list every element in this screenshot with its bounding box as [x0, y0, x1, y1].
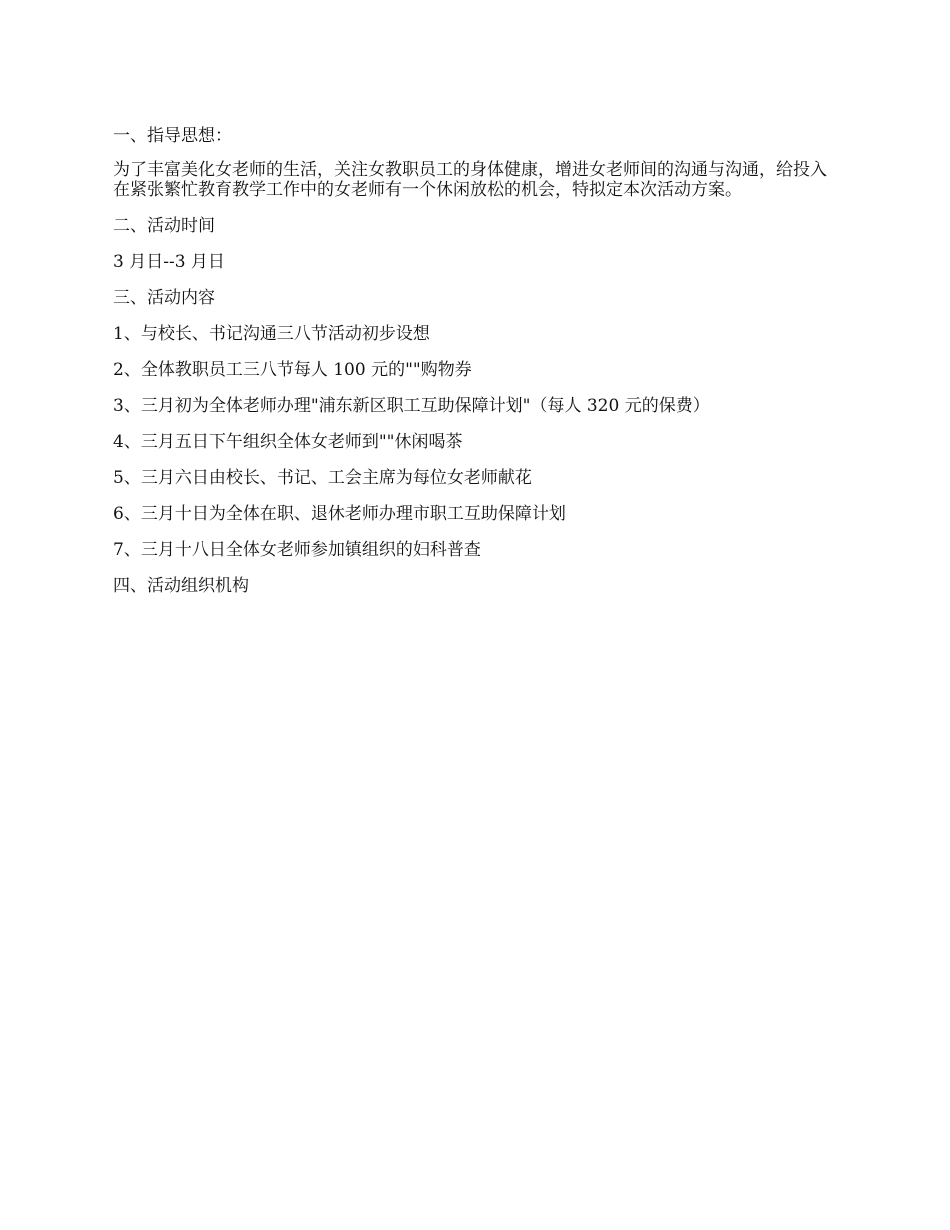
list-item: 5、三月六日由校长、书记、工会主席为每位女老师献花 — [113, 468, 532, 488]
document-page — [113, 124, 838, 610]
paragraph-purpose: 为了丰富美化女老师的生活，关注女教职员工的身体健康，增进女老师间的沟通与沟通，给投入在紧张繁忙教育教学工作中的女老师有一个休闲放松的机会，特拟定本次活动方案。 — [113, 160, 827, 200]
list-item: 7、三月十八日全体女老师参加镇组织的妇科普查 — [113, 540, 481, 560]
heading-activity-content: 三、活动内容 — [113, 288, 215, 308]
list-item: 3、三月初为全体老师办理"浦东新区职工互助保障计划"（每人 320 元的保费） — [113, 396, 710, 416]
list-item: 6、三月十日为全体在职、退休老师办理市职工互助保障计划 — [113, 504, 566, 524]
heading-organization: 四、活动组织机构 — [113, 576, 249, 596]
list-item: 4、三月五日下午组织全体女老师到""休闲喝茶 — [113, 432, 463, 452]
heading-guiding-idea: 一、指导思想： — [113, 126, 232, 146]
paragraph-date-range: 3 月日--3 月日 — [113, 252, 225, 272]
heading-activity-time: 二、活动时间 — [113, 216, 215, 236]
list-item: 2、全体教职员工三八节每人 100 元的""购物券 — [113, 360, 472, 380]
list-item: 1、与校长、书记沟通三八节活动初步设想 — [113, 324, 430, 344]
